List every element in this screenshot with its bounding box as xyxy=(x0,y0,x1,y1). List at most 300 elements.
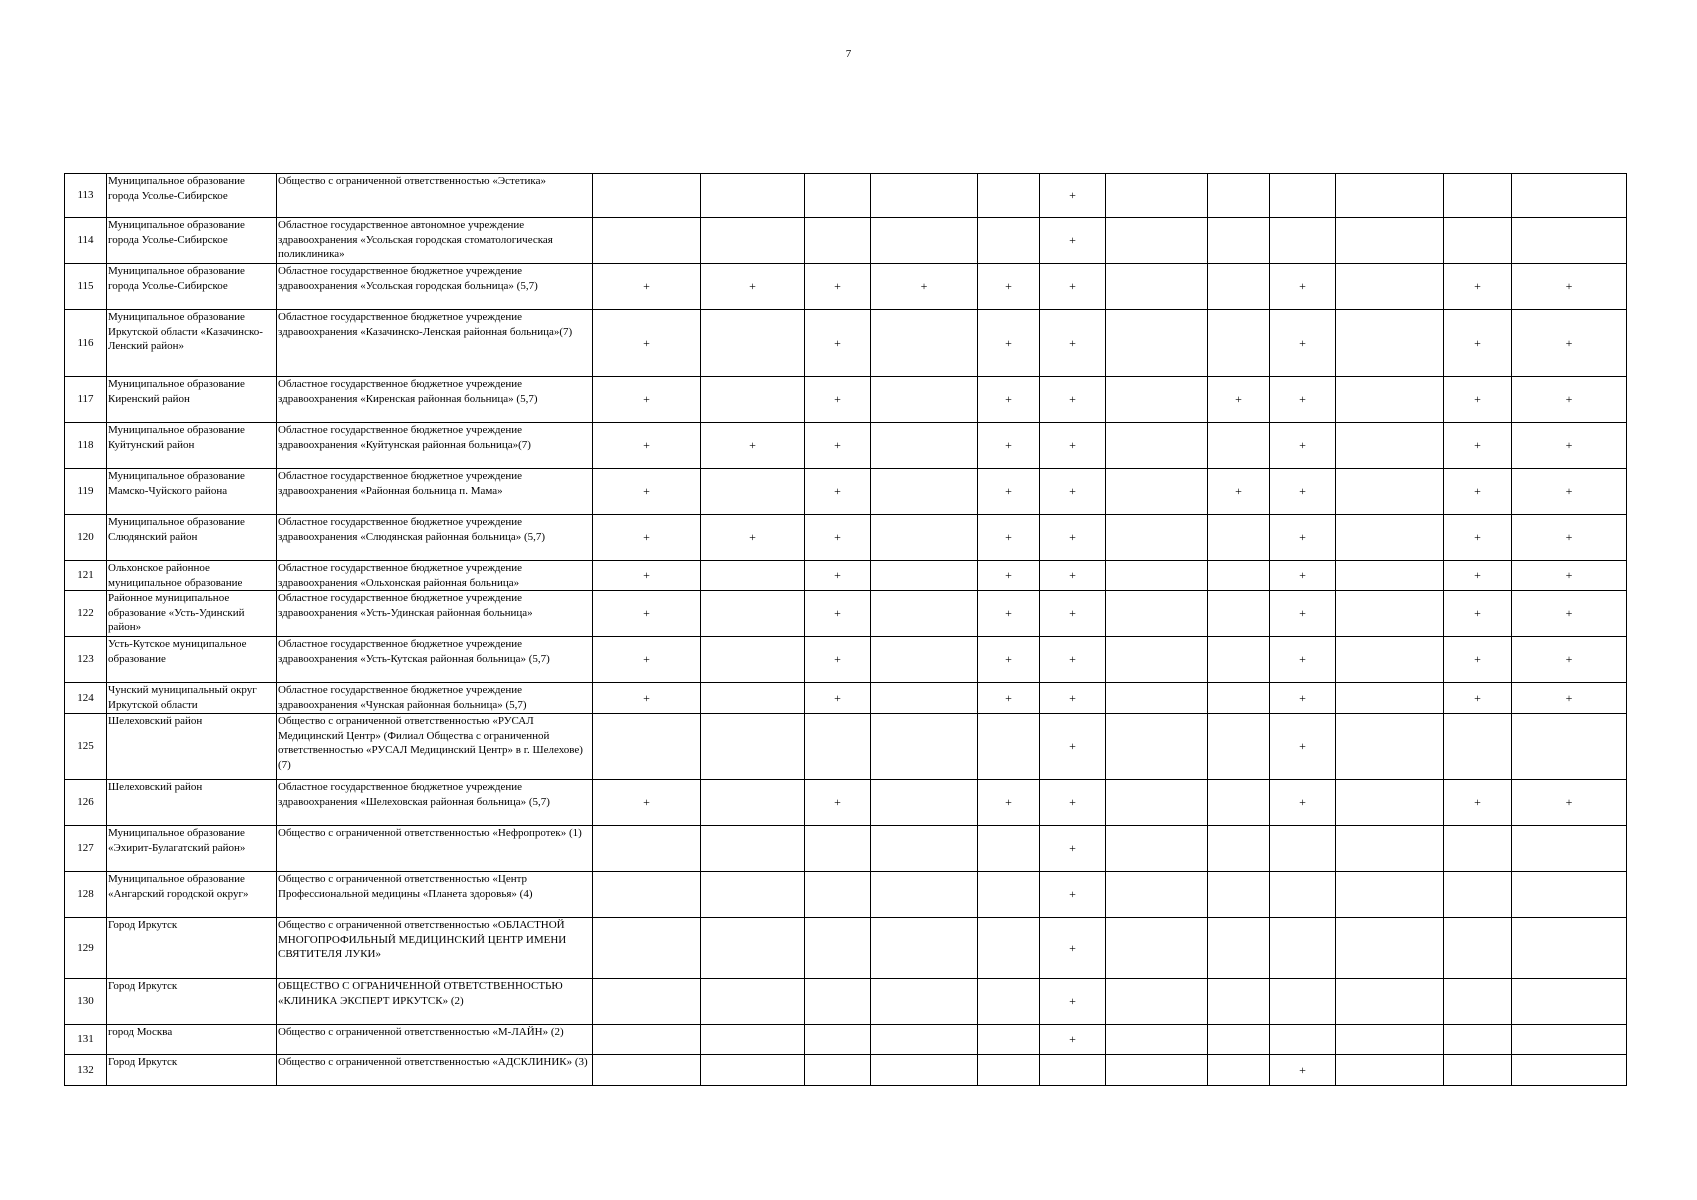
mark-cell: + xyxy=(701,423,805,469)
mark-cell xyxy=(1270,826,1336,872)
mark-cell: + xyxy=(1512,310,1627,377)
organization-cell: Областное государственное бюджетное учреждение здравоохранения «Усть-Кутская районная больница» (5,7) xyxy=(277,637,593,683)
organization-cell: Областное государственное бюджетное учреждение здравоохранения «Усть-Удинская районная больница» xyxy=(277,591,593,637)
mark-cell: + xyxy=(978,469,1040,515)
mark-cell xyxy=(805,1055,871,1086)
organization-cell: Общество с ограниченной ответственностью «Эстетика» xyxy=(277,174,593,218)
mark-cell xyxy=(1336,1025,1444,1055)
mark-cell: + xyxy=(1444,637,1512,683)
mark-cell: + xyxy=(978,780,1040,826)
mark-cell: + xyxy=(978,515,1040,561)
table-row xyxy=(65,780,1627,826)
municipality-cell: Город Иркутск xyxy=(107,1055,277,1086)
mark-cell: + xyxy=(805,264,871,310)
mark-cell xyxy=(871,174,978,218)
mark-cell xyxy=(805,714,871,780)
mark-cell xyxy=(1208,872,1270,918)
mark-cell xyxy=(593,826,701,872)
mark-cell xyxy=(1336,637,1444,683)
row-number-cell: 121 xyxy=(65,561,107,591)
mark-cell: + xyxy=(1040,979,1106,1025)
mark-cell xyxy=(1106,591,1208,637)
mark-cell: + xyxy=(1444,377,1512,423)
table-row xyxy=(65,469,1627,515)
organization-cell: Областное государственное бюджетное учреждение здравоохранения «Шелеховская районная больница» (5,7) xyxy=(277,780,593,826)
mark-cell xyxy=(1106,918,1208,979)
mark-cell: + xyxy=(1270,561,1336,591)
organization-cell: Областное государственное бюджетное учреждение здравоохранения «Усольская городская больница» (5,7) xyxy=(277,264,593,310)
mark-cell xyxy=(871,826,978,872)
municipality-cell: Муниципальное образование Куйтунский район xyxy=(107,423,277,469)
row-number-cell: 131 xyxy=(65,1025,107,1055)
municipality-cell: Муниципальное образование Киренский район xyxy=(107,377,277,423)
mark-cell: + xyxy=(593,561,701,591)
table-row xyxy=(65,423,1627,469)
mark-cell: + xyxy=(1512,591,1627,637)
mark-cell xyxy=(1106,264,1208,310)
mark-cell xyxy=(1270,218,1336,264)
mark-cell xyxy=(1336,714,1444,780)
mark-cell: + xyxy=(1270,423,1336,469)
mark-cell xyxy=(701,561,805,591)
municipality-cell: Усть-Кутское муниципальное образование xyxy=(107,637,277,683)
mark-cell xyxy=(978,1025,1040,1055)
organization-cell: Общество с ограниченной ответственностью «ОБЛАСТНОЙ МНОГОПРОФИЛЬНЫЙ МЕДИЦИНСКИЙ ЦЕНТР ИМЕНИ СВЯТИТЕЛЯ ЛУКИ» xyxy=(277,918,593,979)
mark-cell xyxy=(1106,1025,1208,1055)
mark-cell xyxy=(1208,515,1270,561)
mark-cell: + xyxy=(978,561,1040,591)
mark-cell xyxy=(1444,918,1512,979)
row-number-cell: 118 xyxy=(65,423,107,469)
mark-cell xyxy=(978,826,1040,872)
municipality-cell: Муниципальное образование города Усолье-Сибирское xyxy=(107,264,277,310)
mark-cell xyxy=(1270,174,1336,218)
table-row xyxy=(65,979,1627,1025)
mark-cell xyxy=(701,218,805,264)
mark-cell: + xyxy=(805,591,871,637)
mark-cell: + xyxy=(701,264,805,310)
mark-cell xyxy=(1208,714,1270,780)
mark-cell xyxy=(1208,264,1270,310)
mark-cell: + xyxy=(805,515,871,561)
mark-cell xyxy=(1336,872,1444,918)
mark-cell xyxy=(1512,1025,1627,1055)
mark-cell: + xyxy=(1040,310,1106,377)
municipality-cell: Город Иркутск xyxy=(107,918,277,979)
mark-cell xyxy=(871,1055,978,1086)
row-number-cell: 117 xyxy=(65,377,107,423)
mark-cell xyxy=(1208,1025,1270,1055)
mark-cell: + xyxy=(1444,264,1512,310)
mark-cell: + xyxy=(805,637,871,683)
mark-cell xyxy=(1106,377,1208,423)
mark-cell xyxy=(701,591,805,637)
mark-cell: + xyxy=(805,561,871,591)
mark-cell: + xyxy=(1040,683,1106,714)
mark-cell xyxy=(871,872,978,918)
mark-cell xyxy=(871,1025,978,1055)
table-row xyxy=(65,637,1627,683)
mark-cell xyxy=(1512,174,1627,218)
municipality-cell: Город Иркутск xyxy=(107,979,277,1025)
mark-cell xyxy=(1208,979,1270,1025)
table-row xyxy=(65,174,1627,218)
row-number-cell: 124 xyxy=(65,683,107,714)
mark-cell: + xyxy=(1512,683,1627,714)
table-body xyxy=(65,174,1627,1086)
mark-cell xyxy=(701,979,805,1025)
mark-cell xyxy=(1336,377,1444,423)
mark-cell xyxy=(871,310,978,377)
mark-cell xyxy=(1336,591,1444,637)
mark-cell: + xyxy=(1512,423,1627,469)
mark-cell xyxy=(871,218,978,264)
municipality-cell: Муниципальное образование Мамско-Чуйского района xyxy=(107,469,277,515)
mark-cell xyxy=(871,780,978,826)
mark-cell xyxy=(701,918,805,979)
row-number-cell: 115 xyxy=(65,264,107,310)
row-number-cell: 114 xyxy=(65,218,107,264)
mark-cell xyxy=(1208,918,1270,979)
mark-cell: + xyxy=(805,377,871,423)
mark-cell: + xyxy=(1512,469,1627,515)
row-number-cell: 123 xyxy=(65,637,107,683)
mark-cell xyxy=(701,377,805,423)
mark-cell: + xyxy=(805,780,871,826)
municipality-cell: Муниципальное образование Иркутской области «Казачинско-Ленский район» xyxy=(107,310,277,377)
mark-cell xyxy=(1336,264,1444,310)
mark-cell xyxy=(593,1025,701,1055)
municipality-cell: Шелеховский район xyxy=(107,780,277,826)
table-row xyxy=(65,1055,1627,1086)
mark-cell xyxy=(805,979,871,1025)
mark-cell: + xyxy=(978,310,1040,377)
mark-cell xyxy=(593,979,701,1025)
row-number-cell: 125 xyxy=(65,714,107,780)
mark-cell xyxy=(701,1025,805,1055)
mark-cell xyxy=(1512,218,1627,264)
mark-cell xyxy=(1512,826,1627,872)
organization-cell: Областное государственное бюджетное учреждение здравоохранения «Киренская районная больница» (5,7) xyxy=(277,377,593,423)
organization-cell: Областное государственное бюджетное учреждение здравоохранения «Ольхонская районная больница» xyxy=(277,561,593,591)
mark-cell: + xyxy=(1040,826,1106,872)
row-number-cell: 122 xyxy=(65,591,107,637)
mark-cell: + xyxy=(1270,683,1336,714)
mark-cell: + xyxy=(978,423,1040,469)
mark-cell xyxy=(1270,918,1336,979)
mark-cell: + xyxy=(1040,174,1106,218)
mark-cell xyxy=(1336,310,1444,377)
mark-cell xyxy=(1512,872,1627,918)
mark-cell xyxy=(1106,637,1208,683)
mark-cell: + xyxy=(978,637,1040,683)
mark-cell xyxy=(1336,469,1444,515)
mark-cell: + xyxy=(593,423,701,469)
organization-cell: Общество с ограниченной ответственностью «АДСКЛИНИК» (3) xyxy=(277,1055,593,1086)
mark-cell xyxy=(871,377,978,423)
mark-cell: + xyxy=(1270,1055,1336,1086)
mark-cell: + xyxy=(593,591,701,637)
mark-cell: + xyxy=(1444,310,1512,377)
mark-cell xyxy=(978,979,1040,1025)
mark-cell: + xyxy=(805,683,871,714)
mark-cell: + xyxy=(593,377,701,423)
mark-cell: + xyxy=(1040,872,1106,918)
page-number: 7 xyxy=(845,48,852,60)
mark-cell xyxy=(1444,979,1512,1025)
mark-cell xyxy=(1106,979,1208,1025)
mark-cell: + xyxy=(1270,515,1336,561)
organization-cell: Областное государственное автономное учреждение здравоохранения «Усольская городская стоматологическая поликлиника» xyxy=(277,218,593,264)
mark-cell: + xyxy=(1270,637,1336,683)
mark-cell xyxy=(805,174,871,218)
mark-cell: + xyxy=(1040,218,1106,264)
mark-cell: + xyxy=(1040,377,1106,423)
municipality-cell: Чунский муниципальный округ Иркутской области xyxy=(107,683,277,714)
municipality-cell: Муниципальное образование «Эхирит-Булагатский район» xyxy=(107,826,277,872)
mark-cell: + xyxy=(1208,469,1270,515)
table-row xyxy=(65,561,1627,591)
mark-cell: + xyxy=(1040,1025,1106,1055)
mark-cell xyxy=(805,826,871,872)
mark-cell: + xyxy=(1444,780,1512,826)
table-row xyxy=(65,826,1627,872)
mark-cell xyxy=(701,872,805,918)
mark-cell xyxy=(871,469,978,515)
mark-cell xyxy=(1208,780,1270,826)
mark-cell xyxy=(701,714,805,780)
mark-cell xyxy=(871,561,978,591)
table-row xyxy=(65,218,1627,264)
mark-cell: + xyxy=(805,310,871,377)
mark-cell: + xyxy=(978,377,1040,423)
mark-cell: + xyxy=(701,515,805,561)
mark-cell xyxy=(871,637,978,683)
mark-cell xyxy=(701,683,805,714)
organization-cell: Общество с ограниченной ответственностью «М-ЛАЙН» (2) xyxy=(277,1025,593,1055)
mark-cell xyxy=(1512,979,1627,1025)
mark-cell xyxy=(978,918,1040,979)
mark-cell xyxy=(701,780,805,826)
table-row xyxy=(65,918,1627,979)
mark-cell: + xyxy=(1512,780,1627,826)
row-number-cell: 132 xyxy=(65,1055,107,1086)
organization-cell: Общество с ограниченной ответственностью «РУСАЛ Медицинский Центр» (Филиал Общества с ограниченной ответственностью «РУСАЛ Медицинский Центр» в г. Шелехове) (7) xyxy=(277,714,593,780)
municipality-cell: Муниципальное образование Слюдянский район xyxy=(107,515,277,561)
mark-cell: + xyxy=(1040,780,1106,826)
mark-cell: + xyxy=(805,469,871,515)
mark-cell xyxy=(1208,637,1270,683)
mark-cell xyxy=(1106,174,1208,218)
mark-cell xyxy=(978,218,1040,264)
mark-cell: + xyxy=(978,591,1040,637)
mark-cell xyxy=(593,218,701,264)
mark-cell xyxy=(1106,780,1208,826)
table-row xyxy=(65,1025,1627,1055)
mark-cell xyxy=(1208,683,1270,714)
municipality-cell: Шелеховский район xyxy=(107,714,277,780)
mark-cell xyxy=(871,591,978,637)
organization-cell: Областное государственное бюджетное учреждение здравоохранения «Казачинско-Ленская районная больница»(7) xyxy=(277,310,593,377)
mark-cell xyxy=(1512,1055,1627,1086)
mark-cell xyxy=(871,423,978,469)
organization-cell: Общество с ограниченной ответственностью «Центр Профессиональной медицины «Планета здоровья» (4) xyxy=(277,872,593,918)
mark-cell xyxy=(1106,561,1208,591)
mark-cell xyxy=(1270,872,1336,918)
row-number-cell: 120 xyxy=(65,515,107,561)
mark-cell xyxy=(871,714,978,780)
mark-cell xyxy=(1208,1055,1270,1086)
mark-cell xyxy=(1106,310,1208,377)
mark-cell xyxy=(1336,683,1444,714)
mark-cell: + xyxy=(593,683,701,714)
mark-cell: + xyxy=(1040,714,1106,780)
municipality-cell: город Москва xyxy=(107,1025,277,1055)
mark-cell xyxy=(1208,561,1270,591)
mark-cell xyxy=(593,918,701,979)
mark-cell xyxy=(1106,218,1208,264)
mark-cell: + xyxy=(1040,469,1106,515)
mark-cell xyxy=(701,637,805,683)
mark-cell: + xyxy=(1512,377,1627,423)
mark-cell: + xyxy=(1040,918,1106,979)
municipality-cell: Муниципальное образование города Усолье-Сибирское xyxy=(107,218,277,264)
mark-cell xyxy=(805,1025,871,1055)
mark-cell xyxy=(1444,714,1512,780)
mark-cell xyxy=(1336,979,1444,1025)
mark-cell xyxy=(1512,918,1627,979)
organization-cell: Областное государственное бюджетное учреждение здравоохранения «Районная больница п. Мама» xyxy=(277,469,593,515)
mark-cell xyxy=(978,872,1040,918)
table-row xyxy=(65,683,1627,714)
mark-cell xyxy=(1336,174,1444,218)
organization-cell: Областное государственное бюджетное учреждение здравоохранения «Куйтунская районная больница»(7) xyxy=(277,423,593,469)
mark-cell xyxy=(1106,683,1208,714)
mark-cell xyxy=(593,714,701,780)
organizations-table xyxy=(64,173,1627,1086)
mark-cell xyxy=(1106,714,1208,780)
mark-cell xyxy=(1106,826,1208,872)
row-number-cell: 116 xyxy=(65,310,107,377)
mark-cell: + xyxy=(1444,561,1512,591)
mark-cell xyxy=(593,872,701,918)
table-row xyxy=(65,872,1627,918)
mark-cell xyxy=(1444,872,1512,918)
mark-cell xyxy=(1040,1055,1106,1086)
organization-cell: Областное государственное бюджетное учреждение здравоохранения «Слюдянская районная больница» (5,7) xyxy=(277,515,593,561)
mark-cell: + xyxy=(978,683,1040,714)
mark-cell xyxy=(1336,1055,1444,1086)
mark-cell xyxy=(701,310,805,377)
mark-cell: + xyxy=(593,637,701,683)
table-row xyxy=(65,310,1627,377)
mark-cell xyxy=(701,1055,805,1086)
mark-cell xyxy=(871,979,978,1025)
mark-cell xyxy=(1106,423,1208,469)
mark-cell xyxy=(1106,469,1208,515)
mark-cell: + xyxy=(1270,469,1336,515)
row-number-cell: 130 xyxy=(65,979,107,1025)
mark-cell: + xyxy=(1040,637,1106,683)
mark-cell xyxy=(1444,1055,1512,1086)
mark-cell: + xyxy=(1512,637,1627,683)
mark-cell xyxy=(701,174,805,218)
row-number-cell: 126 xyxy=(65,780,107,826)
mark-cell xyxy=(1336,918,1444,979)
mark-cell xyxy=(871,515,978,561)
row-number-cell: 128 xyxy=(65,872,107,918)
mark-cell: + xyxy=(1270,310,1336,377)
mark-cell xyxy=(1208,826,1270,872)
mark-cell: + xyxy=(1040,423,1106,469)
mark-cell: + xyxy=(1444,423,1512,469)
mark-cell: + xyxy=(1512,515,1627,561)
mark-cell: + xyxy=(1444,469,1512,515)
municipality-cell: Муниципальное образование города Усолье-Сибирское xyxy=(107,174,277,218)
mark-cell: + xyxy=(593,469,701,515)
row-number-cell: 127 xyxy=(65,826,107,872)
mark-cell: + xyxy=(871,264,978,310)
mark-cell: + xyxy=(593,515,701,561)
mark-cell: + xyxy=(805,423,871,469)
mark-cell xyxy=(805,918,871,979)
organization-cell: ОБЩЕСТВО С ОГРАНИЧЕННОЙ ОТВЕТСТВЕННОСТЬЮ «КЛИНИКА ЭКСПЕРТ ИРКУТСК» (2) xyxy=(277,979,593,1025)
mark-cell: + xyxy=(978,264,1040,310)
row-number-cell: 129 xyxy=(65,918,107,979)
mark-cell xyxy=(978,1055,1040,1086)
mark-cell xyxy=(1106,872,1208,918)
mark-cell: + xyxy=(1270,591,1336,637)
mark-cell xyxy=(978,174,1040,218)
mark-cell: + xyxy=(1208,377,1270,423)
mark-cell xyxy=(1106,1055,1208,1086)
mark-cell xyxy=(1444,174,1512,218)
mark-cell xyxy=(1336,218,1444,264)
mark-cell: + xyxy=(1270,714,1336,780)
mark-cell xyxy=(701,826,805,872)
organization-cell: Областное государственное бюджетное учреждение здравоохранения «Чунская районная больница» (5,7) xyxy=(277,683,593,714)
mark-cell xyxy=(805,872,871,918)
mark-cell: + xyxy=(1270,264,1336,310)
mark-cell xyxy=(805,218,871,264)
mark-cell xyxy=(1336,780,1444,826)
organization-cell: Общество с ограниченной ответственностью «Нефропротек» (1) xyxy=(277,826,593,872)
mark-cell xyxy=(1336,515,1444,561)
mark-cell: + xyxy=(593,780,701,826)
mark-cell: + xyxy=(1512,561,1627,591)
mark-cell xyxy=(1208,218,1270,264)
mark-cell xyxy=(1270,1025,1336,1055)
mark-cell xyxy=(1444,218,1512,264)
mark-cell xyxy=(1208,174,1270,218)
mark-cell xyxy=(593,174,701,218)
mark-cell: + xyxy=(1040,591,1106,637)
mark-cell xyxy=(1444,1025,1512,1055)
mark-cell: + xyxy=(1270,780,1336,826)
mark-cell xyxy=(1512,714,1627,780)
mark-cell: + xyxy=(593,264,701,310)
row-number-cell: 113 xyxy=(65,174,107,218)
mark-cell: + xyxy=(1040,515,1106,561)
mark-cell xyxy=(871,683,978,714)
table-row xyxy=(65,714,1627,780)
mark-cell xyxy=(978,714,1040,780)
mark-cell xyxy=(1106,515,1208,561)
mark-cell: + xyxy=(1512,264,1627,310)
mark-cell xyxy=(1208,423,1270,469)
mark-cell xyxy=(1208,310,1270,377)
table-row xyxy=(65,591,1627,637)
